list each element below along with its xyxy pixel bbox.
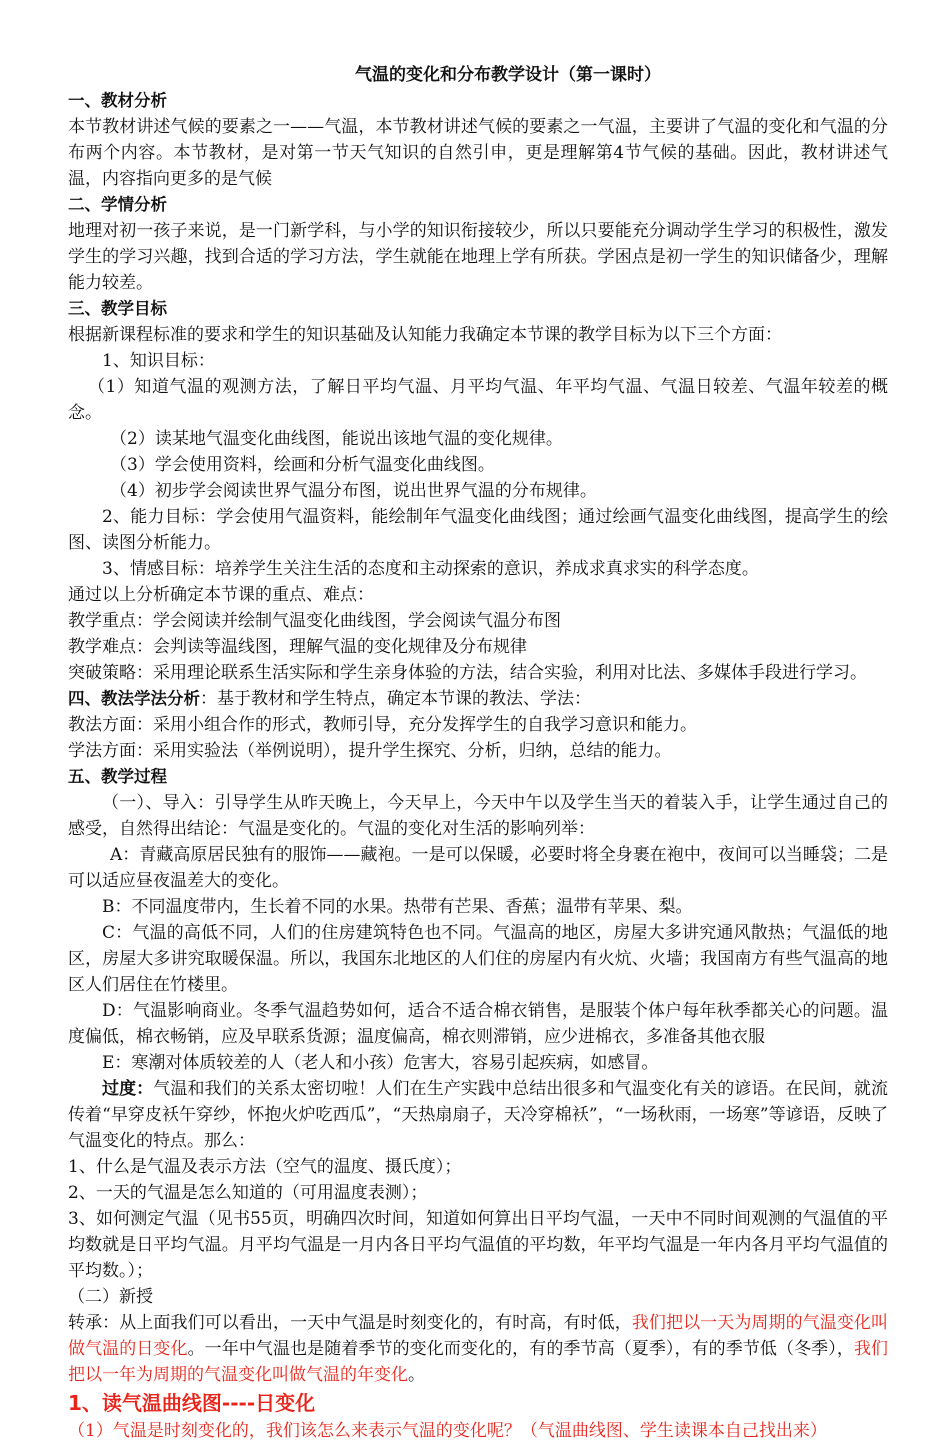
- document-page: [68, 62, 888, 1444]
- example-a: A：青藏高原居民独有的服饰——藏袍。一是可以保暖，必要时将全身裹在袍中，夜间可以当睡袋；二是可以适应昼夜温差大的变化。: [68, 845, 888, 891]
- example-b: B：不同温度带内，生长着不同的水果。热带有芒果、香蕉；温带有苹果、梨。: [102, 897, 693, 917]
- teaching-key-point: 教学重点：学会阅读并绘制气温变化曲线图，学会阅读气温分布图: [68, 611, 561, 631]
- knowledge-goal-title: 1、知识目标：: [102, 351, 215, 371]
- paragraph-student-analysis: 地理对初一孩子来说，是一门新学科，与小学的知识衔接较少，所以只要能充分调动学生学习的积极性，激发学生的学习兴趣，找到合适的学习方法，学生就能在地理上学有所获。学困点是初一学生的知识储备少，理解能力较差。: [68, 221, 888, 293]
- learning-method: 学法方面：采用实验法（举例说明），提升学生探究、分析，归纳，总结的能力。: [68, 741, 672, 761]
- example-e: E：寒潮对体质较差的人（老人和小孩）危害大，容易引起疾病，如感冒。: [102, 1053, 659, 1073]
- emotion-goal: 3、情感目标：培养学生关注生活的态度和主动探索的意识，养成求真求实的科学态度。: [102, 559, 759, 579]
- turn-text-b: 。一年中气温也是随着季节的变化而变化的，有的季节高（夏季），有的季节低（冬季），: [187, 1339, 854, 1359]
- heading-teaching-goals: 三、教学目标: [68, 299, 167, 318]
- transition-paragraph: [68, 1076, 888, 1154]
- method-analysis-line: [68, 686, 888, 712]
- heading-teaching-process: 五、教学过程: [68, 767, 167, 786]
- heading-textbook-analysis: 一、教材分析: [68, 91, 167, 110]
- transition-label: 过度：: [102, 1079, 154, 1099]
- key-points-summary: 通过以上分析确定本节课的重点、难点：: [68, 585, 374, 605]
- turn-red-daily: 我们把以一天为周期的气温变化叫做气温的日变化: [68, 1313, 889, 1359]
- heading-student-analysis: 二、学情分析: [68, 195, 167, 214]
- question-1: 1、什么是气温及表示方法（空气的温度、摄氏度）；: [68, 1157, 462, 1177]
- method-analysis-rest: ：基于教材和学生特点，确定本节课的教法、学法：: [200, 689, 591, 709]
- turn-text-c: 。: [408, 1365, 425, 1385]
- heading-method-analysis: 四、教法学法分析: [68, 689, 200, 708]
- turn-text-a: 转承：从上面我们可以看出，一天中气温是时刻变化的，有时高，有时低，: [68, 1313, 632, 1333]
- transition-turn: [68, 1310, 888, 1388]
- subheading-daily-curve: 1、读气温曲线图----日变化: [68, 1391, 316, 1415]
- subheading-question: （1）气温是时刻变化的，我们该怎么来表示气温的变化呢？（气温曲线图、学生读课本自己找出来）: [68, 1421, 827, 1441]
- new-lesson-heading: （二）新授: [68, 1287, 153, 1307]
- breakthrough-strategy: 突破策略：采用理论联系生活实际和学生亲身体验的方法，结合实验，利用对比法、多媒体手段进行学习。: [68, 663, 867, 683]
- example-d: D：气温影响商业。冬季气温趋势如何，适合不适合棉衣销售，是服装个体户每年秋季都关心的问题。温度偏低，棉衣畅销，应及早联系货源；温度偏高，棉衣则滞销，应少进棉衣，多准备其他衣服: [68, 1001, 888, 1047]
- knowledge-goal-1: （1）知道气温的观测方法，了解日平均气温、月平均气温、年平均气温、气温日较差、气温年较差的概念。: [68, 377, 888, 423]
- turn-red-annual: 我们把以一年为周期的气温变化叫做气温的年变化: [68, 1339, 889, 1385]
- transition-text: 气温和我们的关系太密切啦！人们在生产实践中总结出很多和气温变化有关的谚语。在民间，就流传着“早穿皮袄午穿纱，怀抱火炉吃西瓜”，“天热扇扇子，天冷穿棉袄”，“一场秋雨，一场寒”等谚语，反映了气温变化的特点。那么：: [68, 1079, 889, 1151]
- paragraph-goals-intro: 根据新课程标准的要求和学生的知识基础及认知能力我确定本节课的教学目标为以下三个方面：: [68, 325, 782, 345]
- paragraph-textbook-analysis: 本节教材讲述气候的要素之一——气温，本节教材讲述气候的要素之一气温，主要讲了气温的变化和气温的分布两个内容。本节教材，是对第一节天气知识的自然引申，更是理解第4节气候的基础。因此，教材讲述气温，内容指向更多的是气候: [68, 117, 888, 189]
- process-intro: （一）、导入：引导学生从昨天晚上，今天早上，今天中午以及学生当天的着装入手，让学生通过自己的感受，自然得出结论：气温是变化的。气温的变化对生活的影响列举：: [68, 793, 888, 839]
- knowledge-goal-4: （4）初步学会阅读世界气温分布图，说出世界气温的分布规律。: [110, 481, 597, 501]
- ability-goal: 2、能力目标：学会使用气温资料，能绘制年气温变化曲线图；通过绘画气温变化曲线图，提高学生的绘图、读图分析能力。: [68, 507, 888, 553]
- knowledge-goal-3: （3）学会使用资料，绘画和分析气温变化曲线图。: [110, 455, 495, 475]
- teaching-method: 教法方面：采用小组合作的形式，教师引导，充分发挥学生的自我学习意识和能力。: [68, 715, 697, 735]
- question-3: 3、如何测定气温（见书55页，明确四次时间，知道如何算出日平均气温，一天中不同时间观测的气温值的平均数就是日平均气温。月平均气温是一月内各日平均气温值的平均数，年平均气温是一年内各月平均气温值的平均数。）；: [68, 1209, 888, 1281]
- knowledge-goal-2: （2）读某地气温变化曲线图，能说出该地气温的变化规律。: [110, 429, 563, 449]
- teaching-difficulty: 教学难点：会判读等温线图，理解气温的变化规律及分布规律: [68, 637, 527, 657]
- question-2: 2、一天的气温是怎么知道的（可用温度表测）；: [68, 1183, 428, 1203]
- document-title: 气温的变化和分布教学设计（第一课时）: [355, 65, 661, 85]
- example-c: C：气温的高低不同，人们的住房建筑特色也不同。气温高的地区，房屋大多讲究通风散热；气温低的地区，房屋大多讲究取暖保温。所以，我国东北地区的人们住的房屋内有火炕、火墙；我国南方有些气温高的地区人们居住在竹楼里。: [68, 923, 888, 995]
